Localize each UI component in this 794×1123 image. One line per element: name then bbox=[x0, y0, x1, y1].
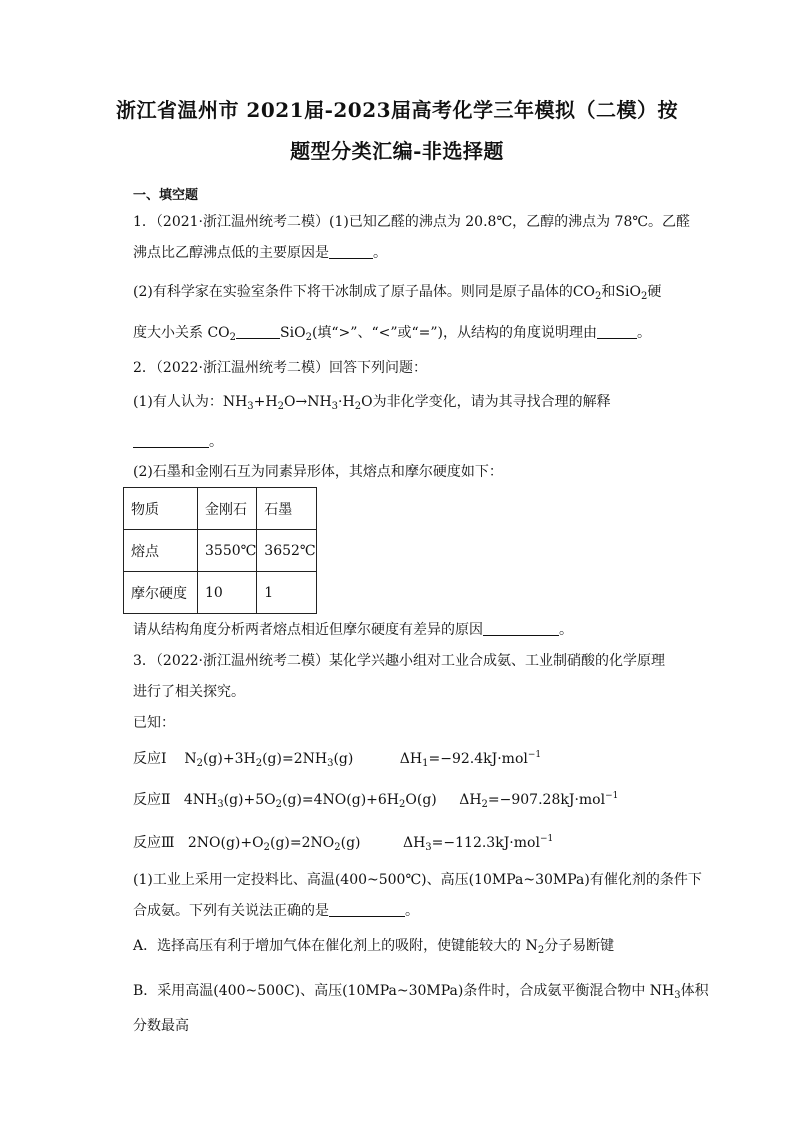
answer-blank[interactable] bbox=[329, 904, 405, 917]
subscript: 1 bbox=[422, 758, 429, 769]
table-cell: 3652℃ bbox=[257, 530, 316, 572]
q2-line2-c: O→NH bbox=[284, 394, 332, 410]
answer-blank[interactable] bbox=[597, 326, 637, 339]
enthalpy-symbol: ΔH bbox=[399, 751, 423, 767]
eq-part: (g) bbox=[333, 751, 354, 767]
answer-blank[interactable] bbox=[329, 246, 373, 259]
subscript: 3 bbox=[331, 401, 339, 412]
q2-line5 bbox=[133, 620, 573, 640]
superscript: −1 bbox=[605, 791, 619, 801]
subscript: 2 bbox=[305, 332, 312, 343]
option-b-line2: 分数最高 bbox=[133, 1018, 189, 1034]
enthalpy-value: =−112.3kJ·mol bbox=[431, 835, 540, 851]
subscript: 2 bbox=[595, 291, 602, 302]
table-row bbox=[124, 488, 317, 530]
q2-line2-e: O为非化学变化，请为其寻找合理的解释 bbox=[361, 394, 611, 410]
subscript: 2 bbox=[275, 799, 283, 810]
eq-part: (g)+3H bbox=[202, 751, 256, 767]
q1-line3-b: 和SiO bbox=[601, 284, 641, 300]
subscript: 3 bbox=[327, 758, 334, 769]
eq-part: (g)=2NH bbox=[262, 751, 328, 767]
subscript: 2 bbox=[537, 945, 545, 956]
q3-known: 已知： bbox=[133, 715, 175, 731]
table-cell: 3550℃ bbox=[198, 530, 257, 572]
q2-line2-b: +H bbox=[253, 394, 278, 410]
q1-line3-c: 硬 bbox=[647, 284, 662, 300]
subscript: 3 bbox=[247, 401, 254, 412]
subscript: 2 bbox=[399, 799, 406, 810]
enthalpy-symbol: ΔH bbox=[459, 792, 482, 808]
q2-line5-text: 请从结构角度分析两者熔点相近但摩尔硬度有差异的原因 bbox=[133, 622, 483, 638]
option-a-text: A．选择高压有利于增加气体在催化剂上的吸附，使键能较大的 N bbox=[133, 938, 538, 954]
eq-part: (g)=4NO(g)+6H bbox=[282, 792, 399, 808]
reaction-label: 反应Ⅰ bbox=[133, 751, 167, 767]
q1-line4-b: SiO bbox=[280, 325, 306, 341]
reaction-1 bbox=[133, 749, 541, 769]
table-row bbox=[124, 572, 317, 614]
option-b bbox=[133, 981, 709, 1001]
reaction-2 bbox=[133, 790, 618, 810]
subscript: 2 bbox=[481, 799, 488, 810]
option-a bbox=[133, 936, 614, 956]
eq-part: 4NH bbox=[183, 792, 218, 808]
q3-p1-line2-text: 合成氨。下列有关说法正确的是 bbox=[133, 903, 329, 919]
table-header-cell: 石墨 bbox=[257, 488, 316, 530]
subscript: 3 bbox=[217, 799, 224, 810]
eq-part: (g) bbox=[340, 835, 361, 851]
q3-line1: 3．（2022·浙江温州统考二模）某化学兴趣小组对工业合成氨、工业制硝酸的化学原理 bbox=[133, 653, 665, 669]
subscript: 2 bbox=[640, 291, 648, 302]
q2-line1: 2．（2022·浙江温州统考二模）回答下列问题： bbox=[133, 360, 427, 376]
q2-line4: (2)石墨和金刚石互为同素异形体，其熔点和摩尔硬度如下： bbox=[133, 464, 503, 480]
q1-line2-end: 。 bbox=[373, 245, 387, 261]
option-a-end: 分子易断键 bbox=[544, 938, 615, 954]
reaction-label: 反应Ⅲ bbox=[133, 835, 175, 851]
properties-table bbox=[123, 487, 317, 614]
q2-line5-end: 。 bbox=[559, 622, 573, 638]
answer-blank[interactable] bbox=[236, 326, 280, 339]
q1-line4 bbox=[133, 323, 651, 343]
q3-p1-line2 bbox=[133, 901, 419, 921]
table-cell: 摩尔硬度 bbox=[124, 572, 198, 614]
table-header-cell: 物质 bbox=[124, 488, 198, 530]
option-b-end: 体积 bbox=[680, 983, 709, 999]
q2-line2 bbox=[133, 392, 611, 412]
enthalpy-value: =−907.28kJ·mol bbox=[487, 792, 606, 808]
subscript: 2 bbox=[196, 758, 203, 769]
answer-blank[interactable] bbox=[133, 435, 209, 448]
q2-line2-d: ·H bbox=[338, 394, 355, 410]
q1-line2-text: 沸点比乙醇沸点低的主要原因是 bbox=[133, 245, 329, 261]
q2-line2-a: (1)有人认为：NH bbox=[133, 394, 248, 410]
q2-line3-end: 。 bbox=[209, 434, 223, 450]
superscript: −1 bbox=[539, 834, 554, 844]
q1-line4-end: 。 bbox=[637, 325, 651, 341]
enthalpy-value: =−92.4kJ·mol bbox=[428, 751, 528, 767]
superscript: −1 bbox=[527, 750, 542, 760]
subscript: 2 bbox=[334, 842, 341, 853]
section-heading: 一、填空题 bbox=[133, 188, 199, 203]
q2-line3 bbox=[133, 432, 223, 452]
document-title-line2: 题型分类汇编-非选择题 bbox=[290, 139, 504, 163]
q1-line4-c: (填“>”、“<”或“=”)，从结构的角度说明理由 bbox=[311, 325, 597, 341]
table-cell: 熔点 bbox=[124, 530, 198, 572]
q3-p1-line2-end: 。 bbox=[405, 903, 419, 919]
q3-p1-line1: (1)工业上采用一定投料比、高温(400~500℃)、高压(10MPa~30MPa)有催化剂的条件下 bbox=[133, 872, 702, 888]
q3-line2: 进行了相关探究。 bbox=[133, 684, 245, 700]
eq-part: 2NO(g)+O bbox=[187, 835, 264, 851]
q1-line4-a: 度大小关系 CO bbox=[133, 325, 230, 341]
q1-line3 bbox=[133, 282, 661, 302]
answer-blank[interactable] bbox=[483, 623, 559, 636]
eq-part: N bbox=[184, 751, 197, 767]
eq-part: (g)=2NO bbox=[269, 835, 335, 851]
q1-line1: 1．（2021·浙江温州统考二模）(1)已知乙醛的沸点为 20.8℃，乙醇的沸点为 78℃。乙醛 bbox=[133, 214, 691, 230]
table-cell: 1 bbox=[257, 572, 316, 614]
subscript: 2 bbox=[263, 842, 270, 853]
subscript: 2 bbox=[255, 758, 263, 769]
reaction-3 bbox=[133, 833, 553, 853]
subscript: 2 bbox=[229, 332, 237, 343]
subscript: 2 bbox=[277, 401, 284, 412]
q1-line3-a: (2)有科学家在实验室条件下将干冰制成了原子晶体。则同是原子晶体的CO bbox=[133, 284, 596, 300]
eq-part: (g)+5O bbox=[223, 792, 276, 808]
table-header-cell: 金刚石 bbox=[198, 488, 257, 530]
option-b-text: B．采用高温(400~500C)、高压(10MPa~30MPa)条件时，合成氨平衡混合物中 NH bbox=[133, 983, 675, 999]
subscript: 3 bbox=[425, 842, 432, 853]
table-cell: 10 bbox=[198, 572, 257, 614]
subscript: 2 bbox=[354, 401, 362, 412]
q1-line2 bbox=[133, 243, 387, 263]
document-title-line1: 浙江省温州市 2021届-2023届高考化学三年模拟（二模）按 bbox=[115, 98, 679, 122]
table-row bbox=[124, 530, 317, 572]
reaction-label: 反应Ⅱ bbox=[133, 792, 171, 808]
subscript: 3 bbox=[674, 990, 681, 1001]
eq-part: O(g) bbox=[405, 792, 437, 808]
enthalpy-symbol: ΔH bbox=[402, 835, 426, 851]
